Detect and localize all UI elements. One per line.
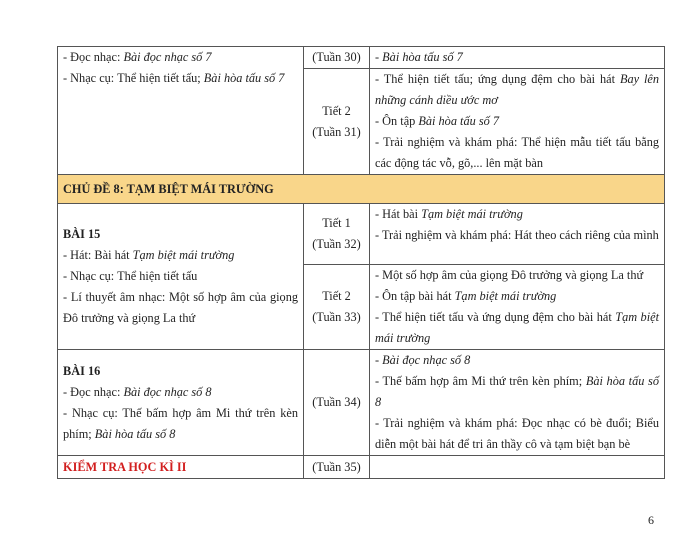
topic-heading: CHỦ ĐỀ 8: TẠM BIỆT MÁI TRƯỜNG	[58, 175, 665, 204]
exam-label: KIỂM TRA HỌC KÌ II	[58, 456, 304, 479]
curriculum-table	[57, 46, 665, 479]
lesson-cell: BÀI 15 - Hát: Bài hát Tạm biệt mái trường - Nhạc cụ: Thể hiện tiết tấu - Lí thuyết âm nhạc: Một số hợp âm của giọng Đô trưởng và giọng La thứ	[58, 204, 304, 350]
week-cell: (Tuần 35)	[304, 456, 370, 479]
period-cell: Tiết 2 (Tuần 31)	[304, 69, 370, 175]
lesson-cell: - Đọc nhạc: Bài đọc nhạc số 7 - Nhạc cụ: Thể hiện tiết tấu; Bài hòa tấu số 7	[58, 47, 304, 175]
page-number: 6	[648, 513, 654, 527]
content-cell: - Hát bài Tạm biệt mái trường - Trải nghiệm và khám phá: Hát theo cách riêng của mình	[370, 204, 665, 265]
empty-cell	[370, 456, 665, 479]
lesson-cell: BÀI 16 - Đọc nhạc: Bài đọc nhạc số 8 - Nhạc cụ: Thế bấm hợp âm Mi thứ trên kèn phím; Bài hòa tấu số 8	[58, 350, 304, 456]
week-cell: (Tuần 34)	[304, 350, 370, 456]
content-cell: - Một số hợp âm của giọng Đô trưởng và giọng La thứ - Ôn tập bài hát Tạm biệt mái trường - Thể hiện tiết tấu và ứng dụng đệm cho bài hát Tạm biệt mái trường	[370, 265, 665, 350]
content-cell: - Bài đọc nhạc số 8 - Thế bấm hợp âm Mi thứ trên kèn phím; Bài hòa tấu số 8 - Trải nghiệm và khám phá: Đọc nhạc có bè đuổi; Biểu diễn một bài hát để tri ân thầy cô và tạm biệt bạn bè	[370, 350, 665, 456]
period-cell: Tiết 1 (Tuần 32)	[304, 204, 370, 265]
week-cell: (Tuần 30)	[304, 47, 370, 69]
content-cell: - Bài hòa tấu số 7	[370, 47, 665, 69]
content-cell: - Thể hiện tiết tấu; ứng dụng đệm cho bài hát Bay lên những cánh diều ước mơ - Ôn tập Bài hòa tấu số 7 - Trải nghiệm và khám phá: Thể hiện mẫu tiết tấu bằng các động tác vỗ, gõ,... lên mặt bàn	[370, 69, 665, 175]
period-cell: Tiết 2 (Tuần 33)	[304, 265, 370, 350]
